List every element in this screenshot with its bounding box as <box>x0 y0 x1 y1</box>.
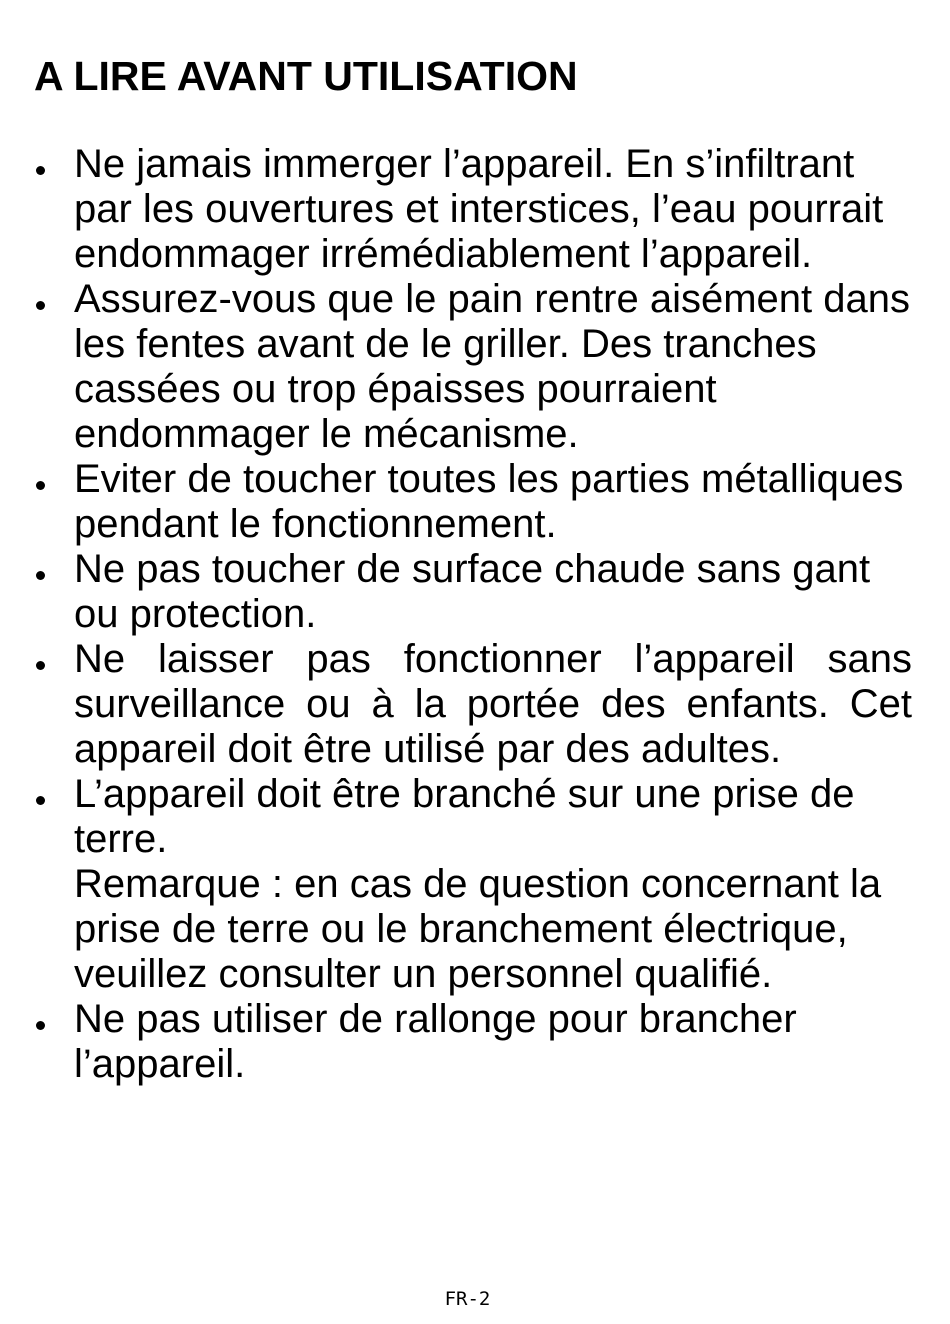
list-item-text: Ne pas toucher de surface chaude sans gant ou protection. <box>74 547 871 636</box>
list-item <box>0 637 912 772</box>
list-item-text: Ne jamais immerger l’appareil. En s’infiltrant par les ouvertures et interstices, l’eau pourrait endommager irrémédiablement l’appareil. <box>74 142 884 276</box>
list-item <box>0 457 912 547</box>
list-item-text: Ne laisser pas fonctionner l’appareil sans surveillance ou à la portée des enfants. Cet appareil doit être utilisé par des adultes. <box>74 637 912 771</box>
bullet-icon <box>34 457 48 502</box>
list-item-note: Remarque : en cas de question concernant la prise de terre ou le branchement électrique, veuillez consulter un personnel qualifié. <box>74 862 882 996</box>
list-item-text: Ne pas utiliser de rallonge pour brancher l’appareil. <box>74 997 797 1086</box>
list-item-text: Assurez-vous que le pain rentre aisément dans les fentes avant de le griller. Des tranches cassées ou trop épaisses pourraient endommager le mécanisme. <box>74 277 911 456</box>
bullet-icon <box>34 547 48 592</box>
page-title: A LIRE AVANT UTILISATION <box>34 53 578 99</box>
page-number: FR-2 <box>444 1288 491 1310</box>
bullet-icon <box>34 142 48 187</box>
list-item <box>0 277 912 457</box>
list-item <box>0 142 912 277</box>
list-item-text: L’appareil doit être branché sur une prise de terre. <box>74 772 855 861</box>
bullet-icon <box>34 277 48 322</box>
list-item <box>0 772 912 997</box>
list-item <box>0 997 912 1087</box>
bullet-icon <box>34 772 48 817</box>
list-item <box>0 547 912 637</box>
safety-instructions-list <box>0 142 950 1087</box>
list-item-text: Eviter de toucher toutes les parties métalliques pendant le fonctionnement. <box>74 457 904 546</box>
bullet-icon <box>34 637 48 682</box>
bullet-icon <box>34 997 48 1042</box>
